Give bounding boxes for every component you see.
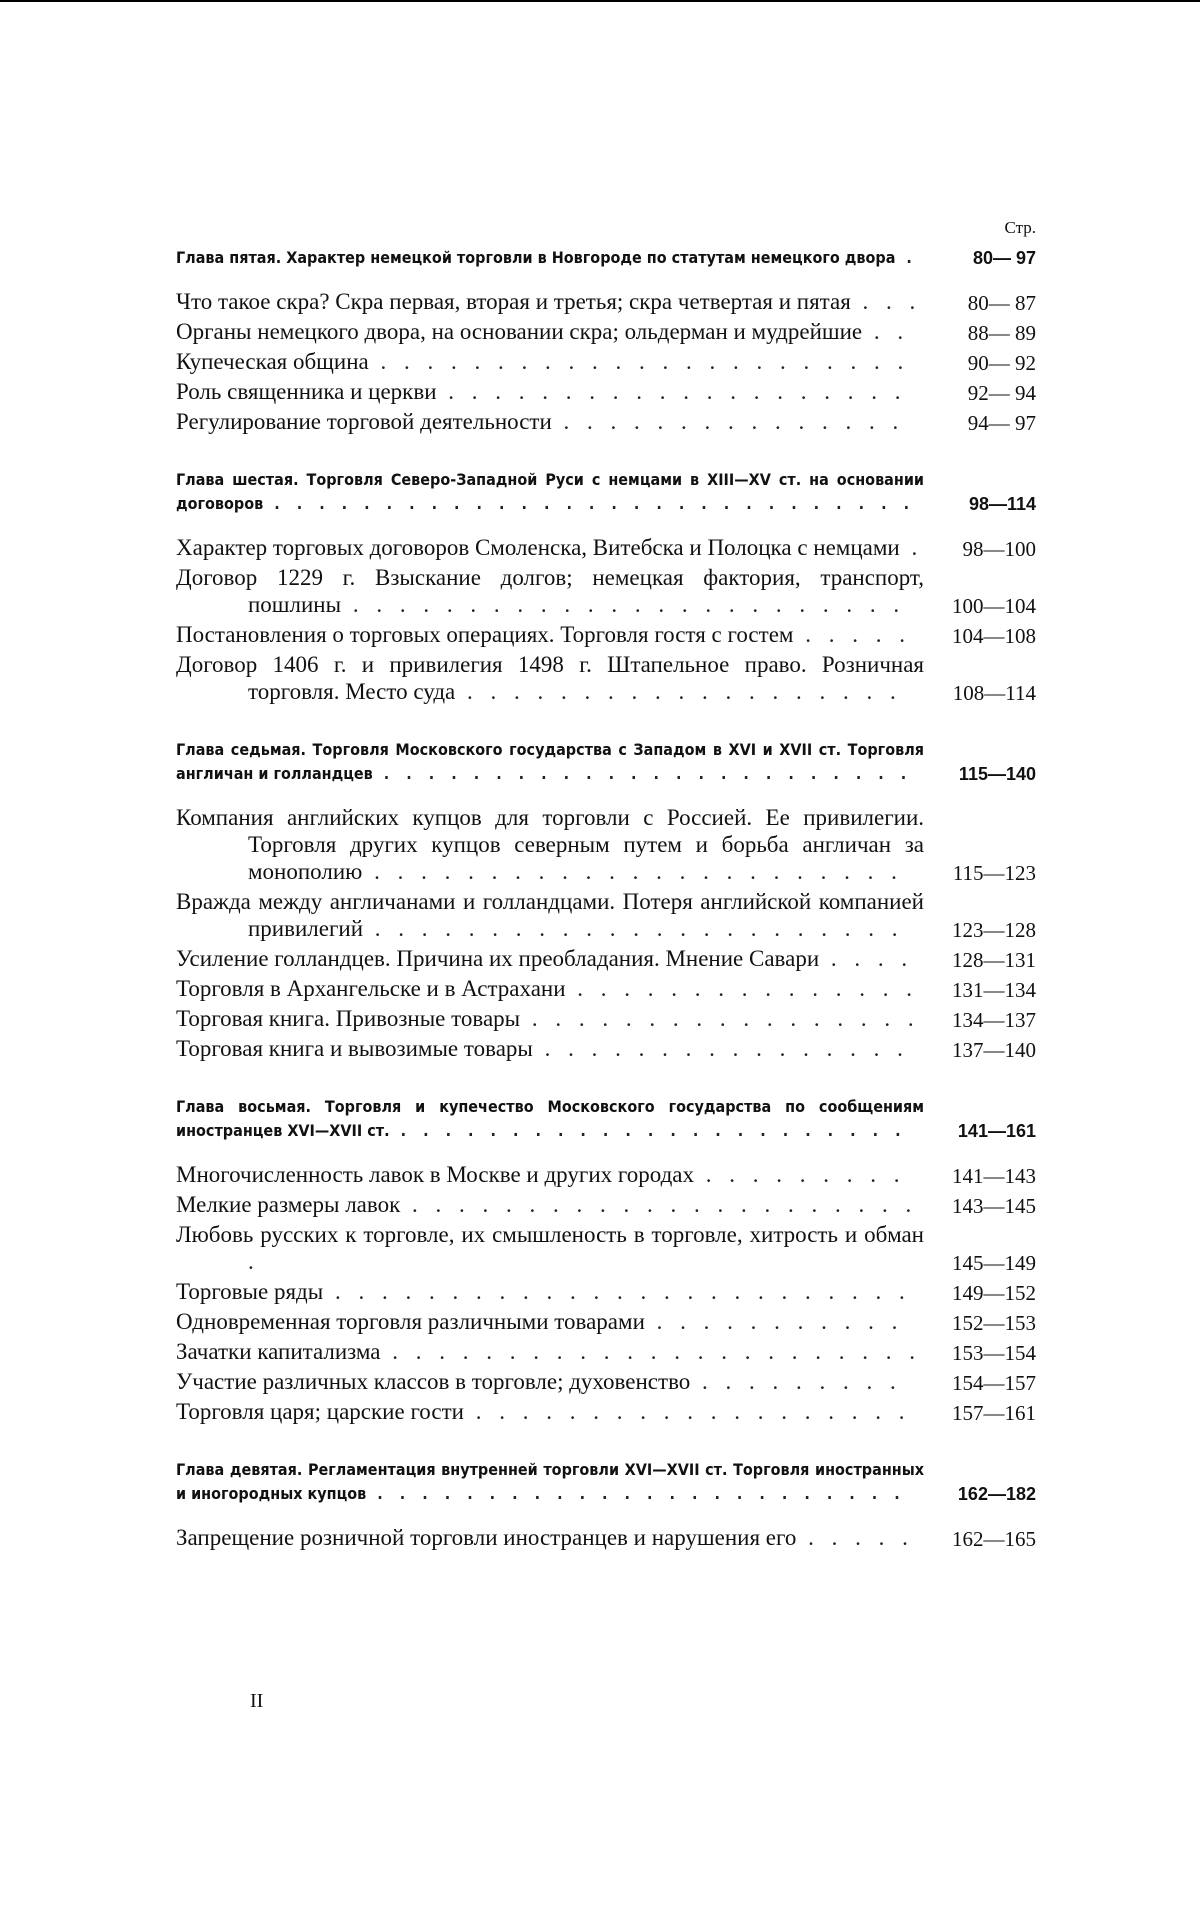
toc-entry-pages: 100—104 xyxy=(952,594,1036,618)
toc-entry-text: Торговые ряды . . . . . . . . . . . . . . . . . . . . . . . . . xyxy=(176,1279,911,1304)
toc-entry xyxy=(176,1368,1036,1398)
toc-entry-text: Одновременная торговля различными товарами . . . . . . . . . . . xyxy=(176,1309,904,1334)
leader-dots: . xyxy=(895,248,918,267)
toc-entry-text: Договор 1229 г. Взыскание долгов; немецкая фактория, транспорт, пошлины . . . . . . . . . . . . . . . . . . . . . . . . xyxy=(176,565,924,617)
chapter-title: Глава пятая. Характер немецкой торговли в Новгороде по статутам немецкого двора . xyxy=(176,248,918,267)
chapter-title: Глава шестая. Торговля Северо-Западной Руси с немцами в XIII—XV ст. на основании договоров . . . . . . . . . . . . . . . . . . . . . . . . . . . . . xyxy=(176,470,924,513)
toc-entry-text: Договор 1406 г. и привилегия 1498 г. Штапельное право. Розничная торговля. Место суда . . . . . . . . . . . . . . . . . . . xyxy=(176,652,924,704)
toc-entry xyxy=(176,1005,1036,1035)
toc-entry xyxy=(176,348,1036,378)
leader-dots: . . . . . . . . . . . . . . . . . . . . . . . xyxy=(363,916,904,941)
leader-dots: . . . . . . . . . . . . . . . . . . . . . . . . xyxy=(341,592,906,617)
leader-dots: . . . . . . . . . . . . . . . . . . . . . . . . . . . . . xyxy=(263,494,916,513)
toc-entry-text: Запрещение розничной торговли иностранцев и нарушения его . . . . . xyxy=(176,1525,914,1550)
toc-entry-text: Регулирование торговой деятельности . . . . . . . . . . . . . . . xyxy=(176,409,905,434)
table-of-contents xyxy=(176,218,1036,1554)
leader-dots: . . . . . . . . . . . . . . . . . . . . . . . . . xyxy=(323,1279,911,1304)
toc-entry-text: Что такое скра? Скра первая, вторая и третья; скра четвертая и пятая . . . xyxy=(176,289,922,314)
chapter-pages: 115—140 xyxy=(958,764,1036,784)
leader-dots: . . . . . . . . . . . . . . . . . . . . . . . xyxy=(389,1121,907,1140)
toc-entry-text: Любовь русских к торговле, их смышленость в торговле, хитрость и обман . xyxy=(176,1222,924,1274)
toc-entry-text: Торговля в Архангельске и в Астрахани . . . . . . . . . . . . . . . xyxy=(176,976,919,1001)
chapter-title: Глава седьмая. Торговля Московского государства с Западом в XVI и XVII ст. Торговля англичан и голландцев . . . . . . . . . . . . . . . . . . . . . . . . xyxy=(176,740,924,783)
toc-entry-text: Компания английских купцов для торговли с Россией. Ее привилегии. Торговля других купцов северным путем и борьба англичан за монополию . . . . . . . . . . . . . . . . . . . . . . . xyxy=(176,805,924,884)
toc-entry-pages: 134—137 xyxy=(952,1008,1036,1032)
toc-entry-text: Мелкие размеры лавок . . . . . . . . . . . . . . . . . . . . . . xyxy=(176,1192,918,1217)
toc-entry xyxy=(176,621,1036,651)
leader-dots: . . . xyxy=(850,289,922,314)
toc-entry xyxy=(176,534,1036,564)
chapter-heading xyxy=(176,1095,1036,1143)
toc-entry-pages: 162—165 xyxy=(952,1527,1036,1551)
leader-dots: . . . . . . . . . . . . . . . . . . . xyxy=(455,679,902,704)
toc-entry xyxy=(176,1338,1036,1368)
leader-dots: . . xyxy=(862,319,910,344)
chapter-title: Глава девятая. Регламентация внутренней торговли XVI—XVII ст. Торговля иностранных и иногородных купцов . . . . . . . . . . . . . . . . . . . . . . . . xyxy=(176,1460,924,1503)
chapter-pages: 80— 97 xyxy=(972,248,1036,268)
toc-entry-pages: 157—161 xyxy=(952,1401,1036,1425)
toc-entry-text: Вражда между англичанами и голландцами. Потеря английской компанией привилегий . . . . . . . . . . . . . . . . . . . . . . . xyxy=(176,889,924,941)
leader-dots: . xyxy=(248,1249,260,1274)
toc-entry-pages: 145—149 xyxy=(952,1251,1036,1275)
toc-entry xyxy=(176,975,1036,1005)
leader-dots: . xyxy=(899,535,924,560)
toc-entry xyxy=(176,1398,1036,1428)
toc-entry xyxy=(176,1161,1036,1191)
leader-dots: . . . . . . . . . . . . . . . . xyxy=(532,1036,909,1061)
leader-dots: . . . . . . . . . xyxy=(693,1162,906,1187)
leader-dots: . . . . . . . . . xyxy=(690,1369,902,1394)
leader-dots: . . . . . . . . . . . . . . . . . . . xyxy=(463,1399,911,1424)
toc-entry-pages: 90— 92 xyxy=(967,351,1036,375)
chapter-pages: 162—182 xyxy=(957,1484,1036,1504)
toc-entry-text: Зачатки капитализма . . . . . . . . . . . . . . . . . . . . . . . xyxy=(176,1339,922,1364)
chapter-title: Глава восьмая. Торговля и купечество Московского государства по сообщениям иностранцев XVI—XVII ст. . . . . . . . . . . . . . . . . . . . . . . . xyxy=(176,1097,924,1140)
toc-entry-pages: 154—157 xyxy=(952,1371,1036,1395)
leader-dots: . . . . . . . . . . . . . . . xyxy=(565,976,919,1001)
toc-entry-pages: 137—140 xyxy=(952,1038,1036,1062)
toc-entry-text: Органы немецкого двора, на основании скра; ольдерман и мудрейшие . . xyxy=(176,319,910,344)
chapter-heading xyxy=(176,738,1036,786)
leader-dots: . . . . . . . . . . . . . . . . . . . . . . . xyxy=(380,1339,922,1364)
chapter-heading xyxy=(176,1458,1036,1506)
leader-dots: . . . . . . . . . . . . . . . xyxy=(551,409,905,434)
toc-entry-pages: 153—154 xyxy=(952,1341,1036,1365)
toc-entry xyxy=(176,1191,1036,1221)
chapter-pages: 141—161 xyxy=(957,1121,1036,1141)
toc-entry xyxy=(176,1035,1036,1065)
leader-dots: . . . . . xyxy=(796,1525,914,1550)
leader-dots: . . . . xyxy=(819,946,914,971)
toc-entry-pages: 128—131 xyxy=(952,948,1036,972)
toc-entry xyxy=(176,651,1036,708)
toc-entry-pages: 115—123 xyxy=(952,861,1036,885)
leader-dots: . . . . . . . . . . . . . . . . . . . . . . xyxy=(400,1192,918,1217)
chapter-heading xyxy=(176,246,1036,270)
toc-entry-pages: 80— 87 xyxy=(967,291,1036,315)
toc-entry xyxy=(176,945,1036,975)
page-column-label: Стр. xyxy=(1004,218,1036,237)
toc-entry xyxy=(176,564,1036,621)
toc-entry xyxy=(176,288,1036,318)
toc-entry xyxy=(176,804,1036,888)
toc-entry-text: Роль священника и церкви . . . . . . . . . . . . . . . . . . . . xyxy=(176,379,907,404)
leader-dots: . . . . . . . . . . . xyxy=(644,1309,904,1334)
toc-entry-pages: 88— 89 xyxy=(967,321,1036,345)
toc-entry-pages: 123—128 xyxy=(952,918,1036,942)
chapter-pages: 98—114 xyxy=(968,494,1036,514)
toc-entry-text: Торговля царя; царские гости . . . . . . . . . . . . . . . . . . . xyxy=(176,1399,911,1424)
toc-entry-text: Участие различных классов в торговле; духовенство . . . . . . . . . xyxy=(176,1369,902,1394)
toc-entry-pages: 104—108 xyxy=(952,624,1036,648)
leader-dots: . . . . . xyxy=(793,622,911,647)
toc-entry xyxy=(176,378,1036,408)
toc-entry-pages: 94— 97 xyxy=(967,411,1036,435)
toc-entry-pages: 92— 94 xyxy=(967,381,1036,405)
leader-dots: . . . . . . . . . . . . . . . . . . . . . . . xyxy=(368,349,910,374)
toc-entry xyxy=(176,318,1036,348)
toc-entry-text: Торговая книга. Привозные товары . . . . . . . . . . . . . . . . . xyxy=(176,1006,920,1031)
toc-entry-text: Постановления о торговых операциях. Торговля гостя с гостем . . . . . xyxy=(176,622,911,647)
top-border-line xyxy=(0,0,1200,2)
leader-dots: . . . . . . . . . . . . . . . . . . . . . . . xyxy=(362,859,903,884)
toc-entry-pages: 108—114 xyxy=(952,681,1036,705)
toc-entry xyxy=(176,1524,1036,1554)
toc-entry-text: Усиление голландцев. Причина их преобладания. Мнение Савари . . . . xyxy=(176,946,914,971)
toc-entry xyxy=(176,1278,1036,1308)
toc-entry-pages: 141—143 xyxy=(952,1164,1036,1188)
toc-entry-text: Купеческая община . . . . . . . . . . . . . . . . . . . . . . . xyxy=(176,349,910,374)
toc-entry-text: Характер торговых договоров Смоленска, Витебска и Полоцка с немцами . xyxy=(176,535,924,560)
toc-entry-pages: 98—100 xyxy=(962,537,1036,561)
leader-dots: . . . . . . . . . . . . . . . . . . . . . . . . xyxy=(366,1484,906,1503)
toc-entry-pages: 131—134 xyxy=(952,978,1036,1002)
toc-entry-pages: 149—152 xyxy=(952,1281,1036,1305)
toc-entry-pages: 143—145 xyxy=(952,1194,1036,1218)
toc-entry xyxy=(176,1221,1036,1278)
toc-entry-pages: 152—153 xyxy=(952,1311,1036,1335)
leader-dots: . . . . . . . . . . . . . . . . . . . . . . . . xyxy=(372,764,913,783)
toc-entry xyxy=(176,888,1036,945)
leader-dots: . . . . . . . . . . . . . . . . . xyxy=(520,1006,920,1031)
toc-entry-text: Торговая книга и вывозимые товары . . . . . . . . . . . . . . . . xyxy=(176,1036,909,1061)
chapter-heading xyxy=(176,468,1036,516)
toc-entry xyxy=(176,1308,1036,1338)
toc-entry-text: Многочисленность лавок в Москве и других городах . . . . . . . . . xyxy=(176,1162,906,1187)
page-number: II xyxy=(250,1690,264,1712)
toc-entry xyxy=(176,408,1036,438)
leader-dots: . . . . . . . . . . . . . . . . . . . . xyxy=(436,379,907,404)
